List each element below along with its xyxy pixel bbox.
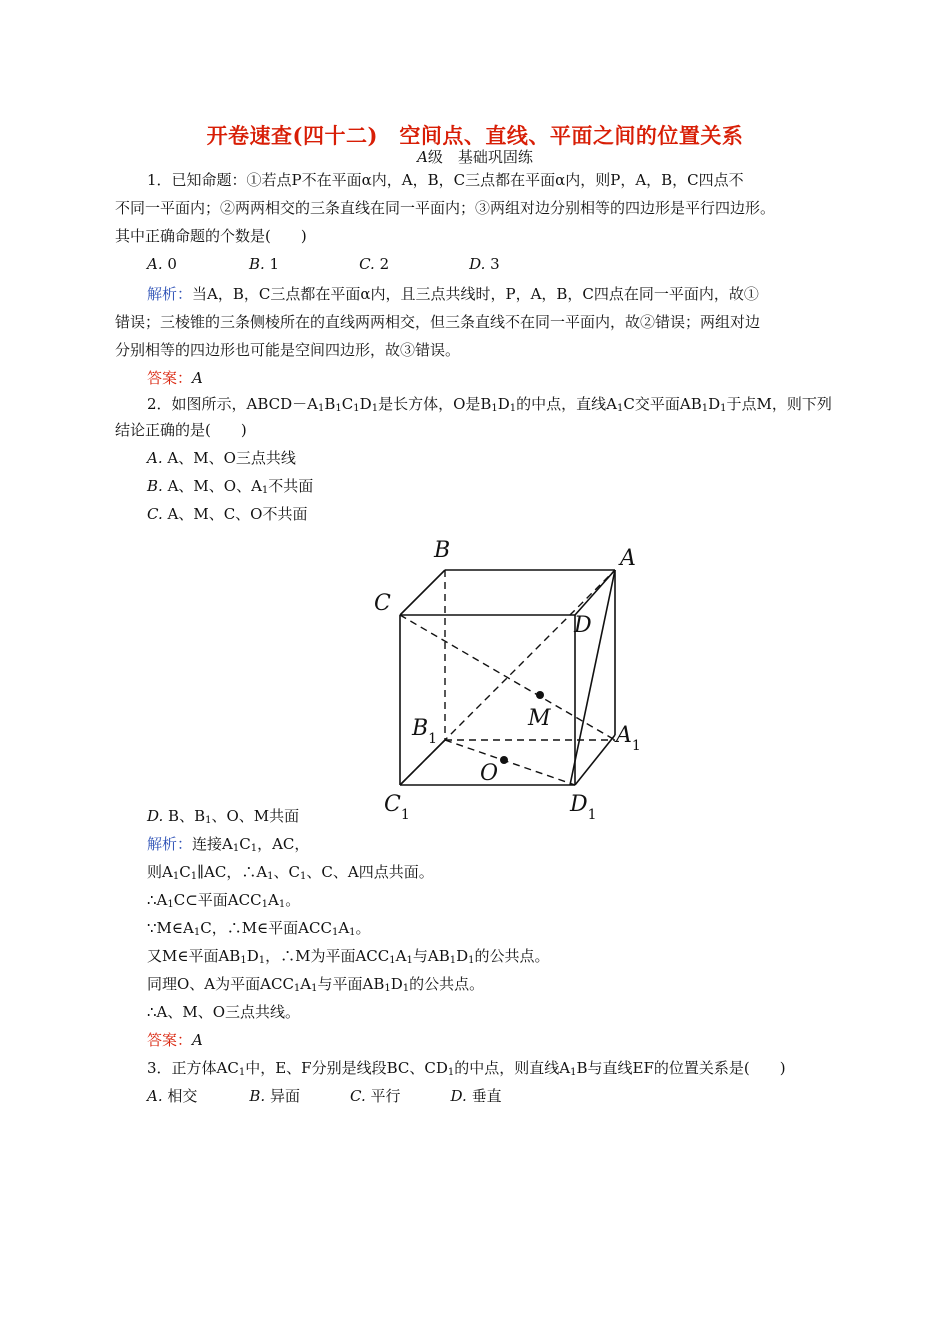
q2-stem-line2: 结论正确的是( ) — [115, 421, 247, 439]
label-D1: $D_1$ — [570, 792, 597, 823]
cuboid-figure — [370, 535, 650, 825]
q2-stem-line1: 2．如图所示，$ABCD-A_1B_1C_1D_1$是长方体，O是$B_1D_1$的中点，直线$A_1C$交平面$AB_1D_1$于点M，则下列 — [147, 395, 832, 414]
q2-analysis-line4: $\because M\in A_1C$，∴M∈平面$ACC_1A_1$。 — [147, 919, 371, 938]
label-M: M — [528, 706, 551, 731]
q3-stem: 3．正方体$AC_1$中，E、F分别是线段BC、$CD_1$的中点，则直线$A_1B$与直线EF的位置关系是( ) — [147, 1059, 786, 1078]
label-B1: $B_1$ — [412, 716, 438, 747]
page-title: 开卷速查(四十二) 空间点、直线、平面之间的位置关系 — [206, 123, 744, 148]
q2-analysis-line2: 则$A_1C_1\parallel AC$，$\therefore A_1$、$C_1$、C、A四点共面。 — [147, 863, 434, 882]
q2-answer: 答案：A — [147, 1031, 203, 1049]
q1-answer: 答案：A — [147, 369, 203, 387]
q3-options: A. 相交 B. 异面 C. 平行 D. 垂直 — [147, 1087, 502, 1105]
q2-option-b: B. A、M、O、$A_1$不共面 — [147, 477, 314, 496]
label-A1: $A_1$ — [616, 723, 641, 754]
edge-DA — [575, 570, 615, 615]
label-O: O — [480, 761, 499, 786]
q1-analysis-line2: 错误；三棱锥的三条侧棱所在的直线两两相交，但三条直线不在同一平面内，故②错误；两组对边 — [115, 313, 761, 331]
q2-analysis-line1: 解析：连接$A_1C_1$，AC， — [147, 835, 310, 854]
q2-option-d: D. B、$B_1$、O、M共面 — [147, 807, 300, 826]
label-C1: $C_1$ — [384, 792, 410, 823]
point-O — [500, 756, 508, 764]
edge-CB — [400, 570, 445, 615]
level-subtitle: A级 基础巩固练 — [417, 148, 533, 166]
point-M — [536, 691, 544, 699]
q2-option-a: A. A、M、O三点共线 — [147, 449, 296, 467]
q1-options: A. 0 B. 1 C. 2 D. 3 — [147, 255, 500, 273]
q2-analysis-line3: $\therefore A_1C\subset$平面$ACC_1A_1$。 — [147, 891, 301, 910]
label-D: D — [574, 613, 592, 638]
q1-analysis-line1: 解析：当A，B，C三点都在平面α内，且三点共线时，P，A，B，C四点在同一平面内，故① — [147, 285, 759, 303]
hidden-diag-B1D1 — [445, 740, 575, 785]
label-A: A — [620, 546, 636, 571]
label-C: C — [374, 591, 391, 616]
q2-analysis-line6: 同理O、A为平面$ACC_1A_1$与平面$AB_1D_1$的公共点。 — [147, 975, 485, 994]
q1-analysis-line3: 分别相等的四边形也可能是空间四边形，故③错误。 — [115, 341, 461, 359]
q2-analysis-line5: 又M∈平面$AB_1D_1$，∴M为平面$ACC_1A_1$与$AB_1D_1$的公共点。 — [147, 947, 550, 966]
q1-stem-line2: 不同一平面内；②两两相交的三条直线在同一平面内；③两组对边分别相等的四边形是平行四边形。 — [115, 199, 776, 217]
edge-D1A1 — [575, 735, 615, 785]
edge-AD1 — [570, 570, 615, 785]
q2-option-c: C. A、M、C、O不共面 — [147, 505, 308, 523]
q1-stem-line3: 其中正确命题的个数是( ) — [115, 227, 307, 245]
q2-analysis-line7: ∴A、M、O三点共线。 — [147, 1003, 301, 1021]
label-B: B — [434, 538, 451, 563]
q1-stem-line1: 1．已知命题：①若点P不在平面α内，A，B，C三点都在平面α内，则P，A，B，C四点不 — [147, 171, 744, 189]
